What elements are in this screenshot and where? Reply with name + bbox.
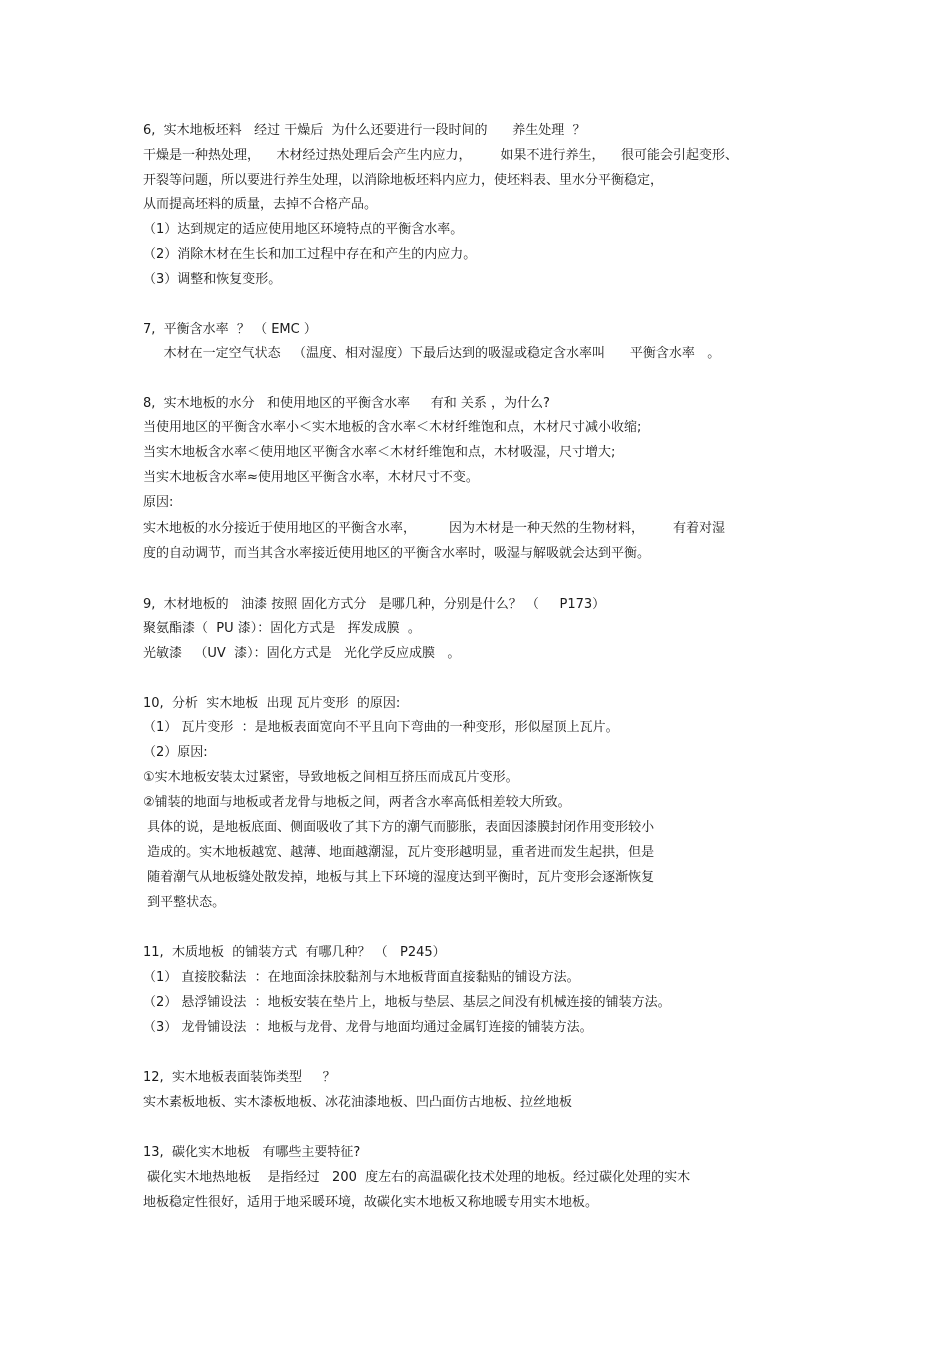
question-8-line: 当实木地板含水率≈使用地区平衡含水率，木材尺寸不变。 xyxy=(143,470,479,485)
question-6-line: （2）消除木材在生长和加工过程中存在和产生的内应力。 xyxy=(143,247,477,262)
question-13-line: 碳化实木地热地板 是指经过 200 度左右的高温碳化技术处理的地板。经过碳化处理的实木 xyxy=(143,1170,691,1185)
question-9-title: 9, 木材地板的 油漆 按照 固化方式分 是哪几种，分别是什么？ （ P173） xyxy=(143,597,606,612)
question-11-line: （3） 龙骨铺设法 ：地板与龙骨、龙骨与地面均通过金属钉连接的铺装方法。 xyxy=(143,1020,593,1035)
question-10-line: ②铺装的地面与地板或者龙骨与地板之间，两者含水率高低相差较大所致。 xyxy=(143,795,571,810)
question-6-line: （3）调整和恢复变形。 xyxy=(143,272,282,287)
question-6-line: 干燥是一种热处理， 木材经过热处理后会产生内应力， 如果不进行养生， 很可能会引起变形、 xyxy=(143,148,738,163)
question-9-line: 光敏漆 （UV 漆）：固化方式是 光化学反应成膜 。 xyxy=(143,646,461,661)
question-10-line: ①实木地板安装太过紧密，导致地板之间相互挤压而成瓦片变形。 xyxy=(143,770,519,785)
question-12-title: 12, 实木地板表面装饰类型 ？ xyxy=(143,1070,336,1085)
question-9-line: 聚氨酯漆（ PU 漆）：固化方式是 挥发成膜 。 xyxy=(143,621,421,636)
question-11-line: （1） 直接胶黏法 ：在地面涂抹胶黏剂与木地板背面直接黏贴的铺设方法。 xyxy=(143,970,580,985)
question-6-line: （1）达到规定的适应使用地区环境特点的平衡含水率。 xyxy=(143,222,464,237)
question-10-line: 造成的。实木地板越宽、越薄、地面越潮湿，瓦片变形越明显，重者进而发生起拱，但是 xyxy=(143,845,655,860)
question-13-line: 地板稳定性很好，适用于地采暖环境，故碳化实木地板又称地暖专用实木地板。 xyxy=(143,1195,599,1210)
question-8-line: 原因: xyxy=(143,495,174,510)
question-8-line: 当实木地板含水率＜使用地区平衡含水率＜木材纤维饱和点，木材吸湿，尺寸增大; xyxy=(143,445,616,460)
question-6-line: 从而提高坯料的质量，去掉不合格产品。 xyxy=(143,197,378,212)
question-11-line: （2） 悬浮铺设法 ：地板安装在垫片上，地板与垫层、基层之间没有机械连接的铺装方法。 xyxy=(143,995,671,1010)
question-10-line: 到平整状态。 xyxy=(143,895,226,910)
question-12-line: 实木素板地板、实木漆板地板、冰花油漆地板、凹凸面仿古地板、拉丝地板 xyxy=(143,1095,573,1110)
question-6-line: 开裂等问题，所以要进行养生处理，以消除地板坯料内应力，使坯料表、里水分平衡稳定， xyxy=(143,173,664,188)
question-7-line: 木材在一定空气状态 （温度、相对湿度）下最后达到的吸湿或稳定含水率叫 平衡含水率 。 xyxy=(143,346,721,361)
question-10-line: （2）原因: xyxy=(143,745,208,760)
question-7-title: 7, 平衡含水率 ？ （ EMC ） xyxy=(143,322,317,337)
question-8-line: 度的自动调节，而当其含水率接近使用地区的平衡含水率时，吸湿与解吸就会达到平衡。 xyxy=(143,546,651,561)
question-8-line: 当使用地区的平衡含水率小＜实木地板的含水率＜木材纤维饱和点，木材尺寸减小收缩; xyxy=(143,420,642,435)
question-8-title: 8, 实木地板的水分 和使用地区的平衡含水率 有和 关系 ，为什么? xyxy=(143,396,550,411)
question-10-title: 10, 分析 实木地板 出现 瓦片变形 的原因: xyxy=(143,696,401,711)
question-10-line: （1） 瓦片变形 ：是地板表面宽向不平且向下弯曲的一种变形，形似屋顶上瓦片。 xyxy=(143,720,619,735)
question-6-title: 6, 实木地板坯料 经过 干燥后 为什么还要进行一段时间的 养生处理 ？ xyxy=(143,123,586,138)
question-11-title: 11, 木质地板 的铺装方式 有哪几种？ （ P245） xyxy=(143,945,446,960)
question-10-line: 随着潮气从地板缝处散发掉，地板与其上下环境的湿度达到平衡时，瓦片变形会逐渐恢复 xyxy=(143,870,655,885)
question-8-line: 实木地板的水分接近于使用地区的平衡含水率， 因为木材是一种天然的生物材料， 有着对湿 xyxy=(143,521,725,536)
question-13-title: 13, 碳化实木地板 有哪些主要特征? xyxy=(143,1145,361,1160)
question-10-line: 具体的说，是地板底面、侧面吸收了其下方的潮气而膨胀，表面因漆膜封闭作用变形较小 xyxy=(143,820,655,835)
